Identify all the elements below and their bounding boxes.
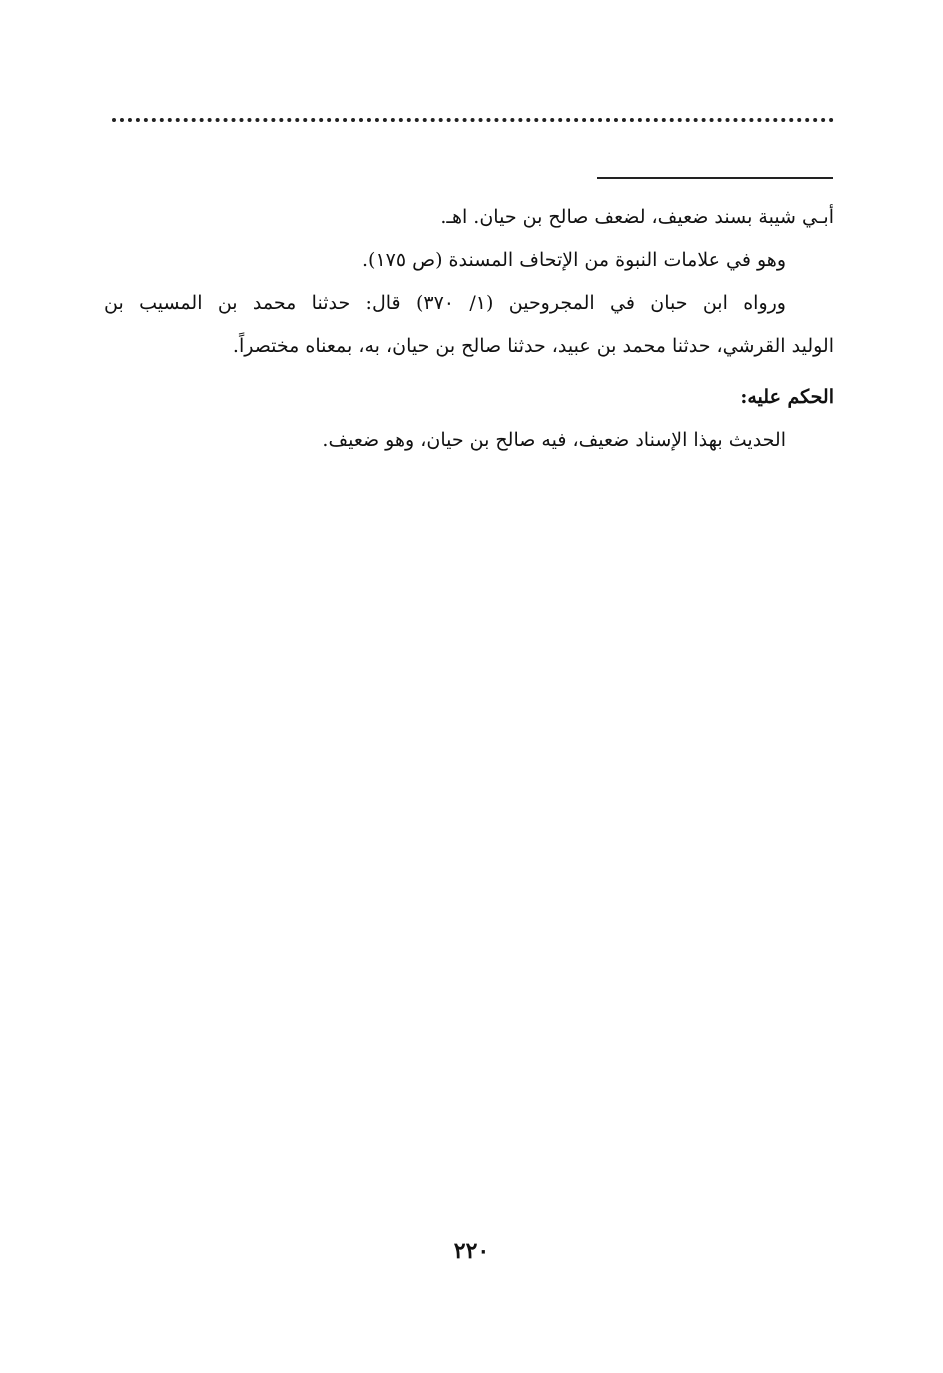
body-text <box>104 196 834 462</box>
paragraph-ibn-hibban-line-1: ورواه ابن حبان في المجروحين (١/ ٣٧٠) قال: حدثنا محمد بن المسيب بن <box>104 292 786 314</box>
footnote-rule <box>597 177 833 179</box>
section-heading: الحكم عليه: <box>740 386 834 408</box>
footnote-continuation: أبـي شيبة بسند ضعيف، لضعف صالح بن حيان. اهـ. <box>440 206 834 228</box>
paragraph-itihaf-reference: وهو في علامات النبوة من الإتحاف المسندة (ص ١٧٥). <box>362 249 786 271</box>
dotted-separator <box>112 118 834 122</box>
ruling-text: الحديث بهذا الإسناد ضعيف، فيه صالح بن حيان، وهو ضعيف. <box>322 429 786 451</box>
page-number: ٢٢٠ <box>453 1238 490 1264</box>
paragraph-ibn-hibban-line-2: الوليد القرشي، حدثنا محمد بن عبيد، حدثنا صالح بن حيان، به، بمعناه مختصراً. <box>232 335 834 357</box>
